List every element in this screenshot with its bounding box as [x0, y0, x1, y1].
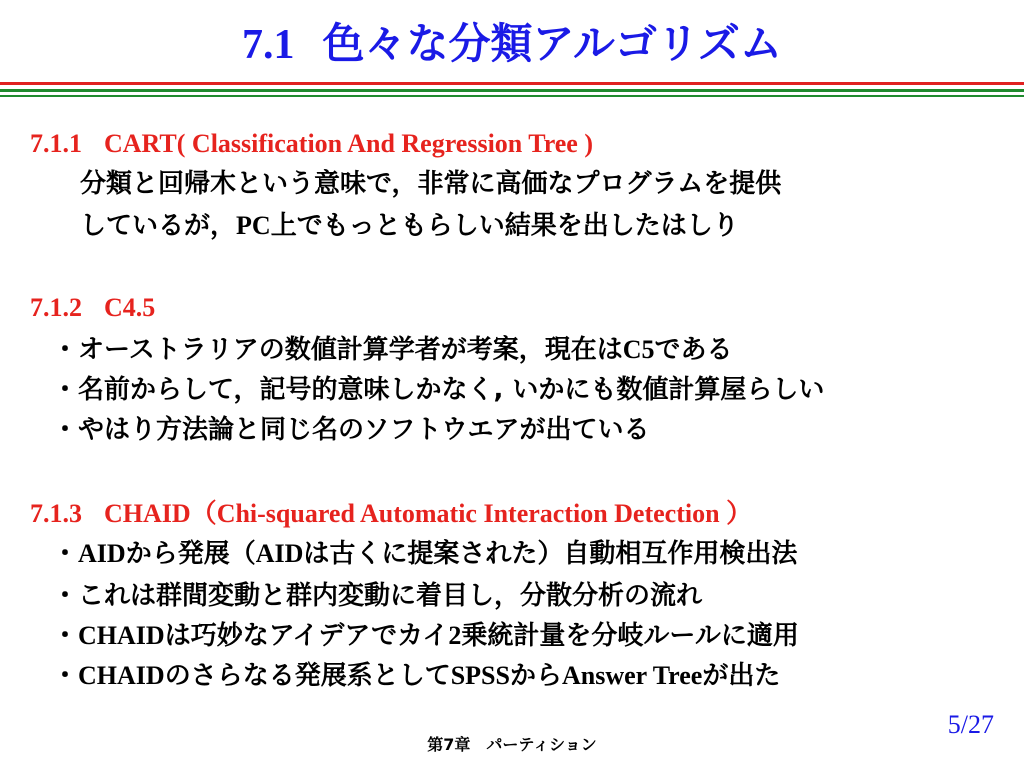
text-span: ・ — [52, 539, 79, 569]
text-span: のさらなる発展系として — [164, 661, 451, 691]
text-span: CHAID — [78, 621, 165, 650]
page-number: 5/27 — [947, 710, 994, 739]
title-rule-green-1 — [0, 89, 1024, 92]
text-span: 2 — [448, 621, 462, 650]
text-span: PC — [236, 211, 271, 240]
c45-bullet-3: ・やはり方法論と同じ名のソフトウエアが出ている — [52, 415, 650, 445]
section-heading-text: CART( Classification And Regression Tree ) — [104, 129, 593, 158]
slide-footer: 第7章 パーティション — [427, 735, 597, 754]
title-number: 7.1 — [242, 22, 295, 68]
text-span: AID — [78, 539, 126, 568]
text-span: は古くに提案された）自動相互作用検出法 — [303, 539, 798, 569]
chaid-bullet-2: ・これは群間変動と群内変動に着目し，分散分析の流れ — [52, 581, 703, 611]
text-span: が出た — [702, 661, 781, 691]
section-heading-text: C4.5 — [104, 293, 156, 322]
text-span: C5 — [622, 335, 655, 364]
chaid-bullet-1 — [52, 536, 797, 572]
text-span: AID — [255, 539, 304, 568]
text-span: から — [509, 661, 562, 691]
text-span: から発展（ — [125, 539, 256, 569]
text-span: は巧妙なアイデアでカイ — [164, 621, 449, 651]
text-span: ・オーストラリアの数値計算学者が考案，現在は — [52, 335, 623, 365]
text-span: CHAID — [78, 661, 165, 690]
text-span: SPSS — [450, 661, 510, 690]
text-span: （ — [190, 499, 217, 529]
section-number: 7.1.2 — [30, 293, 82, 322]
section-number: 7.1.1 — [30, 129, 82, 158]
text-span: Chi-squared Automatic Interaction Detection — [216, 499, 727, 528]
text-span: である — [654, 335, 733, 365]
text-span: ・ — [52, 621, 79, 651]
c45-bullet-1 — [52, 332, 733, 368]
section-number: 7.1.3 — [30, 499, 82, 528]
text-span: CHAID — [104, 499, 191, 528]
text-span: しているが， — [80, 211, 237, 241]
title-rule-red — [0, 82, 1024, 85]
text-span: ・ — [52, 661, 79, 691]
text-span: 上でもっともらしい結果を出したはしり — [270, 211, 739, 241]
chaid-bullet-3 — [52, 618, 799, 654]
section-heading-cart — [30, 126, 593, 162]
cart-description-line-2 — [80, 208, 739, 244]
section-heading-chaid — [30, 496, 752, 532]
chaid-bullet-4 — [52, 658, 780, 694]
text-span: ） — [726, 499, 753, 529]
cart-description-line-1: 分類と回帰木という意味で，非常に高価なプログラムを提供 — [80, 169, 782, 199]
slide-title — [0, 14, 1024, 75]
title-rule-green-2 — [0, 95, 1024, 97]
title-text: 色々な分類アルゴリズム — [322, 19, 782, 68]
text-span: Answer Tree — [561, 661, 703, 690]
section-heading-c45 — [30, 290, 155, 326]
text-span: 乗統計量を分岐ルールに適用 — [461, 621, 799, 651]
c45-bullet-2: ・名前からして，記号的意味しかなく, いかにも数値計算屋らしい — [52, 375, 825, 405]
